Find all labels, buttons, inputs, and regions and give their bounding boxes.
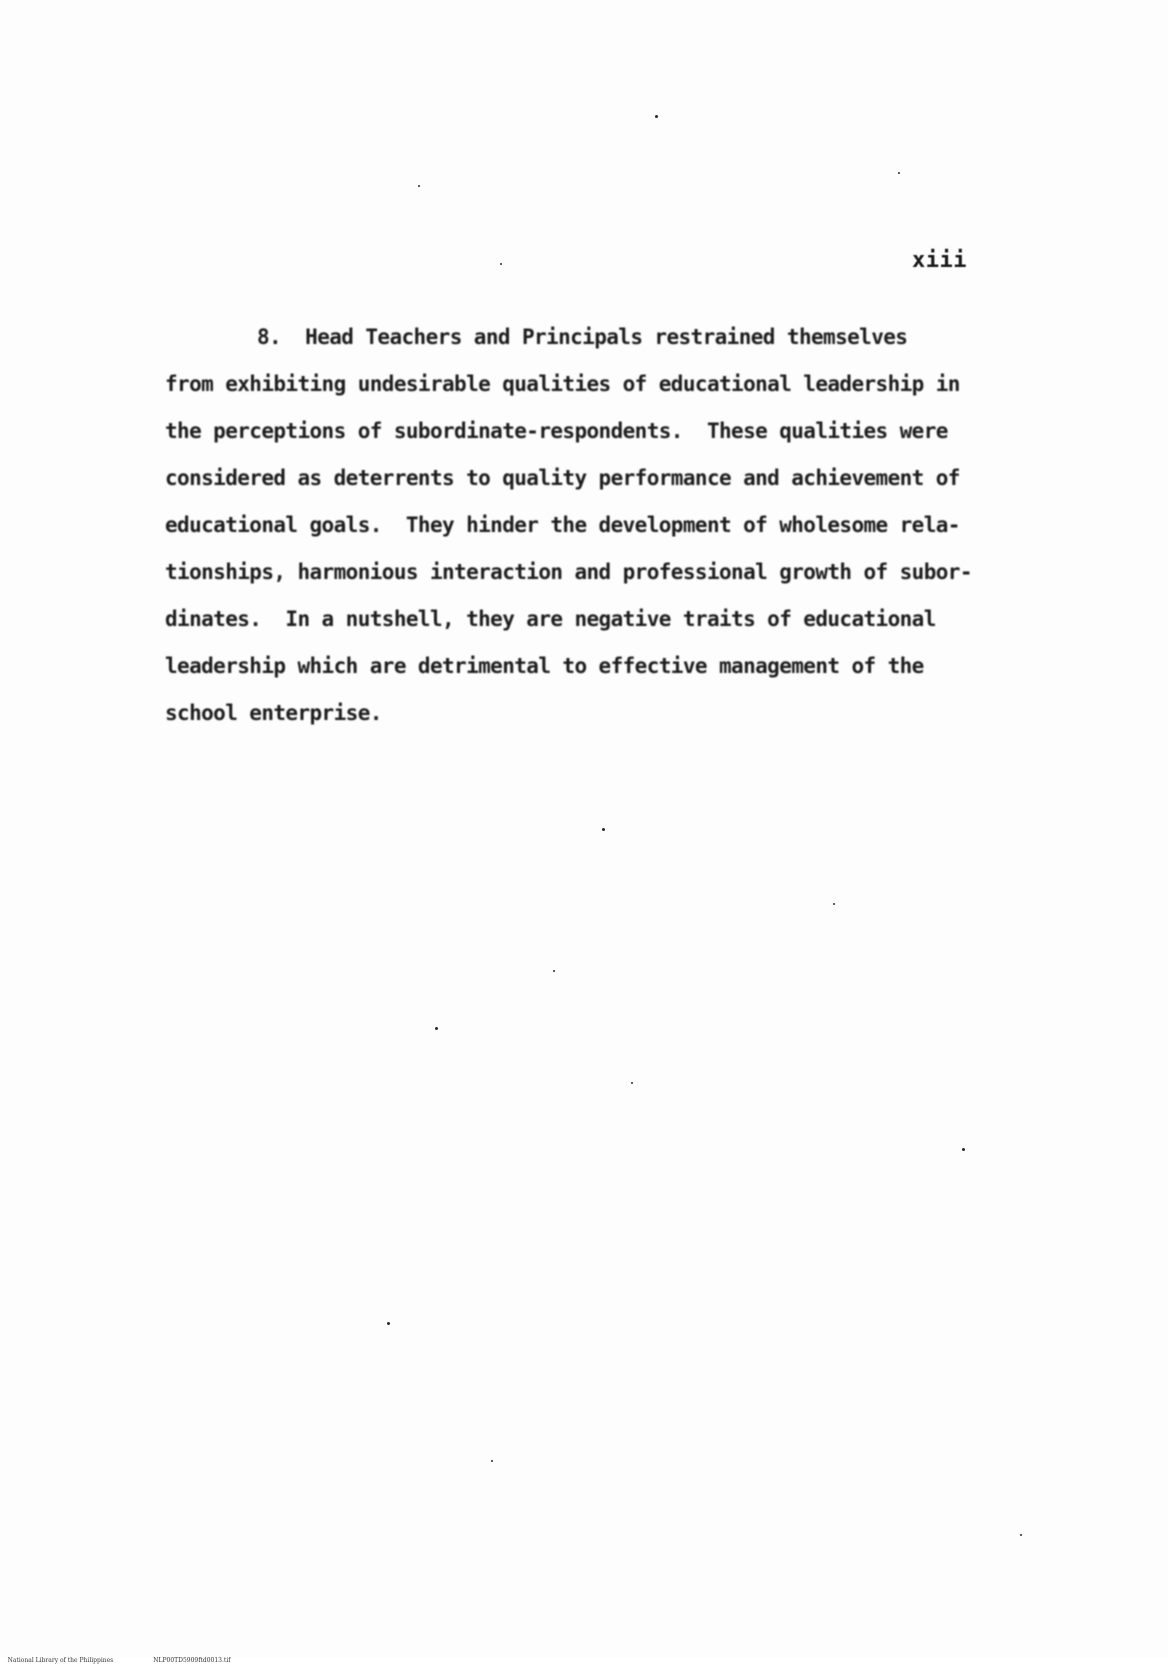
scan-speck bbox=[500, 263, 502, 265]
paragraph-line: the perceptions of subordinate-respondents. These qualities were bbox=[165, 419, 948, 443]
scan-footer bbox=[0, 1650, 270, 1671]
paragraph-line: considered as deterrents to quality performance and achievement of bbox=[165, 466, 960, 490]
paragraph-line: from exhibiting undesirable qualities of educational leadership in bbox=[165, 372, 960, 396]
scan-speck bbox=[553, 970, 555, 972]
paragraph-line: educational goals. They hinder the development of wholesome rela- bbox=[165, 513, 960, 537]
scan-speck bbox=[602, 828, 605, 831]
paragraph-8 bbox=[165, 314, 972, 737]
paragraph-line: leadership which are detrimental to effective management of the bbox=[165, 654, 924, 678]
paragraph-line: dinates. In a nutshell, they are negative traits of educational bbox=[165, 607, 936, 631]
footer-file-id: NLP00TD5909ftd0013.tif bbox=[153, 1657, 231, 1664]
footer-library: National Library of the Philippines bbox=[7, 1657, 114, 1664]
scan-speck bbox=[833, 903, 835, 905]
scan-speck bbox=[1020, 1534, 1022, 1536]
scan-speck bbox=[418, 185, 420, 187]
paragraph-line: 8. Head Teachers and Principals restrained themselves bbox=[257, 325, 908, 349]
paragraph-line: tionships, harmonious interaction and professional growth of subor- bbox=[165, 560, 972, 584]
scan-speck bbox=[491, 1460, 493, 1462]
paragraph-line: school enterprise. bbox=[165, 701, 382, 725]
scan-speck bbox=[631, 1082, 633, 1084]
scan-speck bbox=[655, 115, 658, 118]
scan-speck bbox=[435, 1027, 438, 1030]
scan-speck bbox=[898, 172, 900, 174]
page-number: xiii bbox=[912, 248, 967, 273]
scan-speck bbox=[962, 1148, 965, 1151]
scan-speck bbox=[387, 1322, 390, 1325]
